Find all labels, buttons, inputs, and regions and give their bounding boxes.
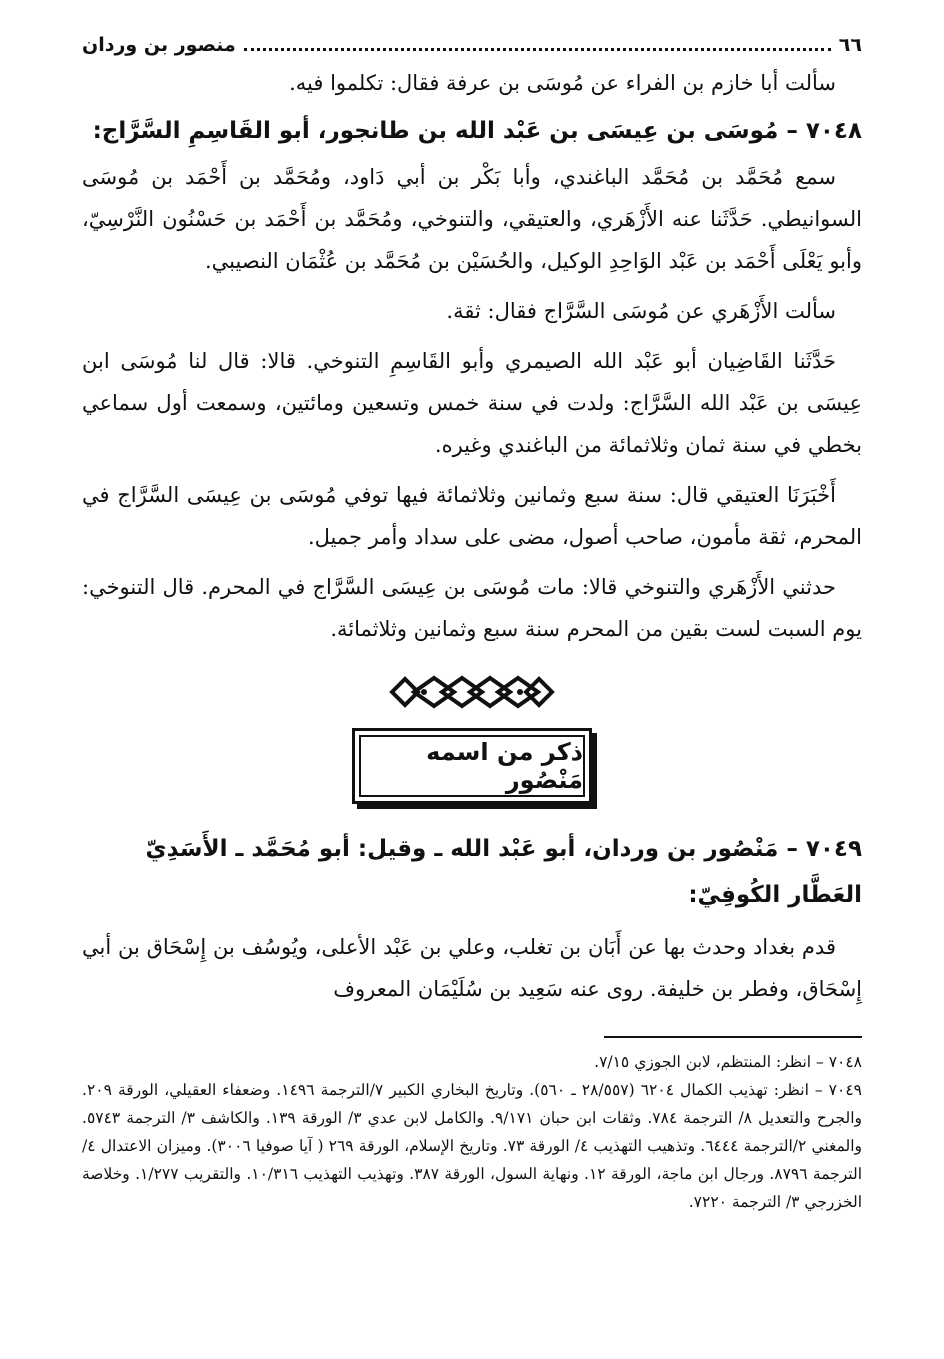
book-page (82, 28, 862, 1216)
footnote-separator (604, 1036, 862, 1038)
entry-7048-paragraph-3: حَدَّثَنا القَاضِيان أبو عَبْد الله الصيمري وأبو القَاسِمِ التنوخي. قالا: قال لنا مُوسَى ابن عِيسَى بن عَبْد الله السَّرَّاج: ولدت في سنة خمس وتسعين ومائتين، وسمعت أول سماعي بخطي في سنة ثمان وثلاثمائة من الباغندي وغيره. (82, 349, 862, 457)
footnote-7049: ٧٠٤٩ – انظر: تهذيب الكمال ٦٢٠٤ (٢٨/٥٥٧ ـ ٥٦٠). وتاريخ البخاري الكبير ٧/الترجمة ١٤٩٦. وضعفاء العقيلي، الورقة ٢٠٩. والجرح والتعديل ٨/ الترجمة ٧٨٤. وثقات ابن حبان ٩/١٧١. والكامل لابن عدي ٣/ الورقة ١٣٩. والكاشف ٣/ الترجمة ٥٧٤٣. والمغني ٢/الترجمة ٦٤٤٤. وتذهيب التهذيب ٤/ الورقة ٧٣. وتاريخ الإسلام، الورقة ٢٦٩ ( آيا صوفيا ٣٠٠٦). وميزان الاعتدال ٤/ الترجمة ٨٧٩٦. ورجال ابن ماجة، الورقة ١٢. ونهاية السول، الورقة ٣٨٧. وتهذيب التهذيب ١٠/٣١٦. والتقريب ١/٢٧٧. وخلاصة الخزرجي ٣/ الترجمة ٧٢٢٠. (82, 1081, 863, 1211)
interlaced-ornament-icon (389, 674, 555, 710)
entry-7048-paragraph-5: حدثني الأَزْهَري والتنوخي قالا: مات مُوسَى بن عِيسَى السَّرَّاج في المحرم. قال التنوخي: يوم السبت لست بقين من المحرم سنة سبع وثمانين وثلاثمائة. (82, 575, 862, 641)
entry-7048-title: ٧٠٤٨ – مُوسَى بن عِيسَى بن عَبْد الله بن طانجور، أبو القَاسِمِ السَّرَّاج: (92, 118, 862, 144)
header-dot-leader (244, 30, 831, 51)
running-header (82, 28, 862, 62)
entry-7049-paragraph-1: قدم بغداد وحدث بها عن أَبَان بن تغلب، وعلي بن عَبْد الأعلى، ويُوسُف بن إِسْحَاق بن أبي إِسْحَاق، وفطر بن خليفة. روى عنه سَعِيد بن سُلَيْمَان المعروف (82, 935, 862, 1001)
page-number: ٦٦ (838, 34, 862, 56)
entry-7049-title: ٧٠٤٩ – مَنْصُور بن وردان، أبو عَبْد الله ـ وقيل: أبو مُحَمَّد ـ الأَسَدِيّ العَطَّار الكُوفِيّ: (145, 836, 862, 908)
section-ornament (82, 674, 862, 710)
entry-7048-paragraph-1: سمع مُحَمَّد بن مُحَمَّد الباغندي، وأبا بَكْر بن أبي دَاود، ومُحَمَّد بن أَحْمَد بن مُوسَى السوانيطي. حَدَّثَنا عنه الأَزْهَري، والعتيقي، والتنوخي، ومُحَمَّد بن أَحْمَد بن حَسْنُون النَّرْسِيّ، وأبو يَعْلَى أَحْمَد بن عَبْد الوَاحِدِ الوكيل، والحُسَيْن بن مُحَمَّد بن عُثْمَان النصيبي. (82, 165, 862, 273)
section-heading-frame (352, 728, 592, 804)
running-title: منصور بن وردان (82, 34, 236, 56)
section-heading: ذكر من اسمه مَنْصُور (359, 735, 585, 797)
entry-7048-paragraph-4: أَخْبَرَنَا العتيقي قال: سنة سبع وثمانين وثلاثمائة فيها توفي مُوسَى بن عِيسَى السَّرَّاج في المحرم، ثقة مأمون، صاحب أصول، مضى على سداد وأمر جميل. (82, 483, 862, 549)
footnote-7048: ٧٠٤٨ – انظر: المنتظم، لابن الجوزي ٧/١٥. (594, 1053, 862, 1071)
entry-7048-paragraph-2: سألت الأَزْهَري عن مُوسَى السَّرَّاج فقال: ثقة. (446, 299, 836, 323)
entry-7047-closing-line: سألت أبا خازم بن الفراء عن مُوسَى بن عرفة فقال: تكلموا فيه. (289, 71, 836, 95)
